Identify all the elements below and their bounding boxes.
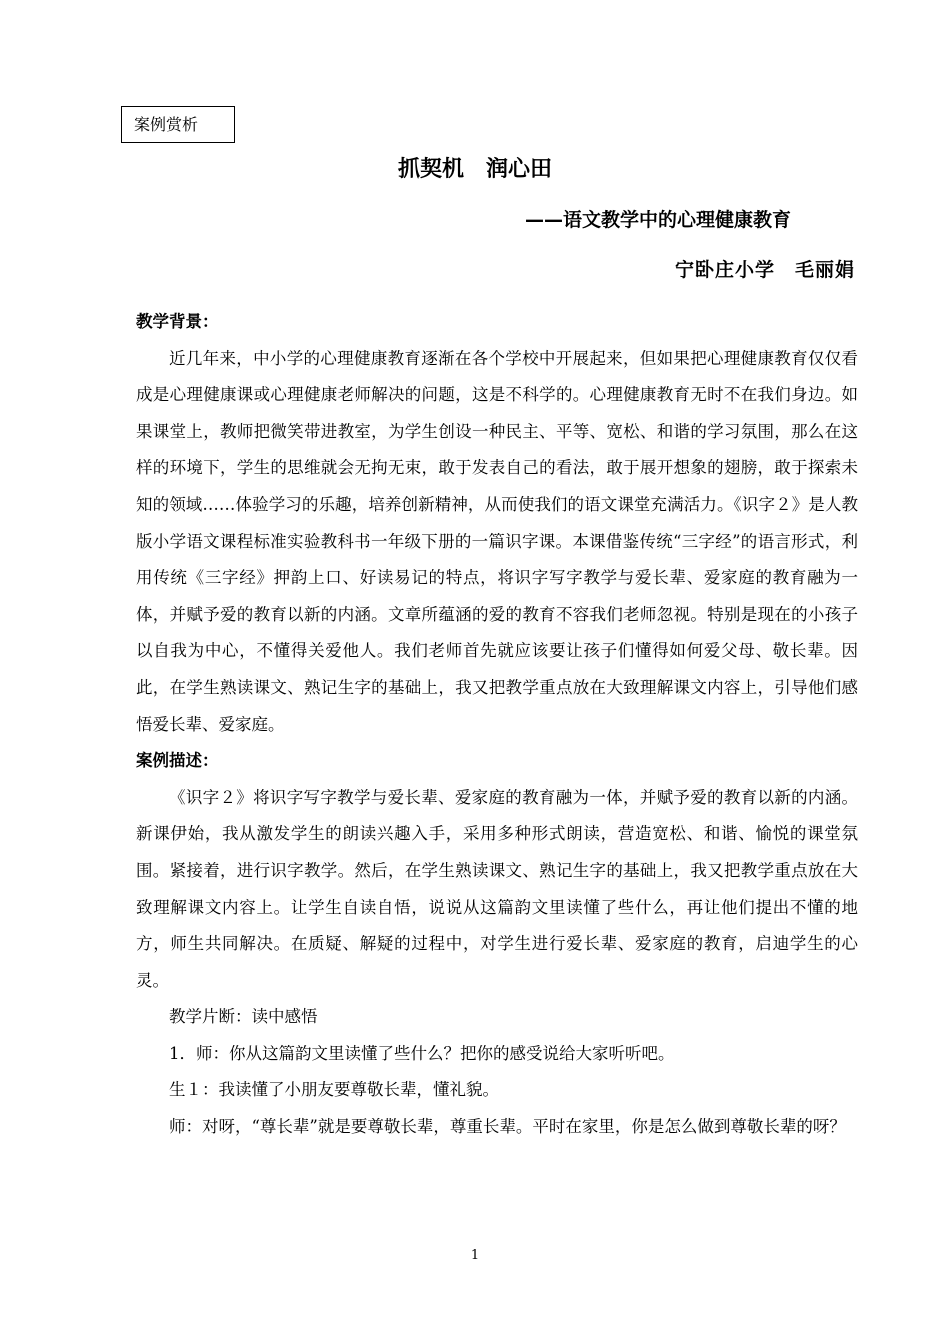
case-paragraph: 《识字２》将识字写字教学与爱长辈、爱家庭的教育融为一体，并赋予爱的教育以新的内涵。新课伊始，我从激发学生的朗读兴趣入手，采用多种形式朗读，营造宽松、和谐、愉悦的课堂氛围。紧接着，进行识字教学。然后，在学生熟读课文、熟记生字的基础上，我又把教学重点放在大致理解课文内容上。让学生自读自悟，说说从这篇韵文里读懂了些什么，再让他们提出不懂的地方，师生共同解决。在质疑、解疑的过程中，对学生进行爱长辈、爱家庭的教育，启迪学生的心灵。 [136, 787, 858, 990]
dialogue-line: 师：对呀，“尊长辈”就是要尊敬长辈，尊重长辈。平时在家里，你是怎么做到尊敬长辈的呀？ [169, 1117, 846, 1137]
category-label-box: 案例赏析 [121, 106, 235, 143]
fragment-title: 教学片断：读中感悟 [169, 1007, 318, 1027]
dialogue-line: 生１：我读懂了小朋友要尊敬长辈，懂礼貌。 [169, 1080, 499, 1100]
document-body [136, 304, 858, 1146]
document-subtitle: ——语文教学中的心理健康教育 [525, 209, 792, 231]
document-title: 抓契机 润心田 [397, 157, 552, 182]
dialogue-line: 1．师：你从这篇韵文里读懂了些什么？把你的感受说给大家听听吧。 [169, 1043, 675, 1063]
page-number: 1 [470, 1248, 480, 1263]
background-paragraph: 近几年来，中小学的心理健康教育逐渐在各个学校中开展起来，但如果把心理健康教育仅仅看成是心理健康课或心理健康老师解决的问题，这是不科学的。心理健康教育无时不在我们身边。如果课堂上，教师把微笑带进教室，为学生创设一种民主、平等、宽松、和谐的学习氛围，那么在这样的环境下，学生的思维就会无拘无束，敢于发表自己的看法，敢于展开想象的翅膀，敢于探索未知的领域……体验学习的乐趣，培养创新精神，从而使我们的语文课堂充满活力。《识字２》是人教版小学语文课程标准实验教科书一年级下册的一篇识字课。本课借鉴传统“三字经”的语言形式，利用传统《三字经》押韵上口、好读易记的特点，将识字写字教学与爱长辈、爱家庭的教育融为一体，并赋予爱的教育以新的内涵。文章所蕴涵的爱的教育不容我们老师忽视。特别是现在的小孩子以自我为中心，不懂得关爱他人。我们老师首先就应该要让孩子们懂得如何爱父母、敬长辈。因此，在学生熟读课文、熟记生字的基础上，我又把教学重点放在大致理解课文内容上，引导他们感悟爱长辈、爱家庭。 [136, 348, 858, 734]
case-heading: 案例描述： [136, 751, 219, 771]
background-heading: 教学背景： [136, 312, 219, 331]
document-author: 宁卧庄小学 毛丽娟 [674, 259, 855, 281]
